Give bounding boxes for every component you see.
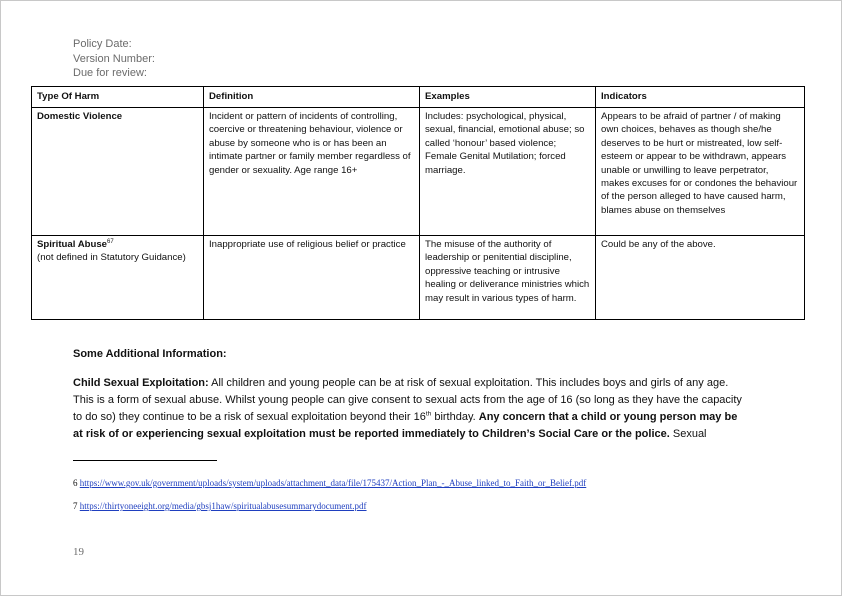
ordinal-suffix: th: [425, 410, 432, 418]
examples-cell: The misuse of the authority of leadership or penitential discipline, oppressive teaching or intrusive healing or deliverance ministries which may result in various types of harm.: [420, 236, 596, 320]
harm-type-cell: [32, 236, 204, 320]
harm-type-name: Domestic Violence: [37, 111, 123, 122]
due-for-review-label: Due for review:: [73, 67, 147, 79]
version-number-label: Version Number:: [73, 52, 155, 65]
paragraph-text: to do so) they continue to be a risk of sexual exploitation beyond their 16: [73, 411, 426, 423]
footnote-link[interactable]: https://www.gov.uk/government/uploads/system/uploads/attachment_data/file/175437/Action_Plan_-_Abuse_linked_to_Faith_or_Belief.pdf: [79, 478, 587, 488]
paragraph-text: birthday.: [431, 411, 479, 423]
column-header-type: Type Of Harm: [32, 87, 204, 108]
definition-cell: Incident or pattern of incidents of controlling, coercive or threatening behaviour, violence or abuse by someone who is or has been an intimate partner or family member regardless of gender or sexuality. Age range 16+: [204, 108, 420, 236]
page-number: 19: [73, 546, 84, 558]
definition-cell: Inappropriate use of religious belief or practice: [204, 236, 420, 320]
paragraph-line: [73, 409, 771, 426]
cse-paragraph: [73, 375, 771, 443]
indicators-cell: Could be any of the above.: [596, 236, 805, 320]
footnote-number: 7: [73, 501, 78, 511]
footnote-link[interactable]: https://thirtyoneeight.org/media/gbsj1haw/spiritualabusesummarydocument.pdf: [79, 501, 367, 511]
column-header-examples: Examples: [420, 87, 596, 108]
types-of-harm-table: [31, 86, 805, 320]
footnote-number: 6: [73, 478, 78, 488]
footnote-reference[interactable]: 67: [107, 238, 114, 245]
paragraph-bold-text: at risk of or experiencing sexual exploitation must be reported immediately to Children’s Social Care or the police.: [73, 428, 670, 440]
table-row: [32, 108, 805, 236]
examples-cell: Includes: psychological, physical, sexual, financial, emotional abuse; so called ‘honour’ based violence; Female Genital Mutilation; forced marriage.: [420, 108, 596, 236]
indicators-cell: Appears to be afraid of partner / of making own choices, behaves as though she/he deserves to be hurt or mistreated, low self-esteem or appear to be withdrawn, appears unable or unwilling to leave perpetrator, makes excuses for or condones the behaviour of the person alleged to have caused harm, blames abuse on themselves: [596, 108, 805, 236]
policy-date-label: Policy Date:: [73, 38, 132, 50]
paragraph-line: [73, 375, 771, 392]
harm-type-name: Spiritual Abuse: [37, 239, 108, 250]
additional-info-heading: Some Additional Information:: [73, 348, 227, 360]
footnote-6: [73, 478, 586, 488]
policy-header: [73, 37, 155, 81]
column-header-definition: Definition: [204, 87, 420, 108]
paragraph-line: [73, 426, 771, 443]
harm-type-cell: [32, 108, 204, 236]
harm-type-note: (not defined in Statutory Guidance): [37, 252, 186, 264]
footnote-7: [73, 501, 367, 511]
paragraph-line: This is a form of sexual abuse. Whilst young people can give consent to sexual acts from the age of 16 (so long as they have the capacity: [73, 394, 742, 406]
paragraph-text: All children and young people can be at risk of sexual exploitation. This includes boys and girls of any age.: [208, 377, 729, 389]
table-header-row: [32, 87, 805, 108]
cse-heading: Child Sexual Exploitation:: [73, 377, 209, 389]
paragraph-bold-text: Any concern that a child or young person may be: [478, 411, 738, 423]
table-row: [32, 236, 805, 320]
column-header-indicators: Indicators: [596, 87, 805, 108]
footnote-separator: [73, 460, 217, 461]
paragraph-text: Sexual: [669, 428, 707, 440]
